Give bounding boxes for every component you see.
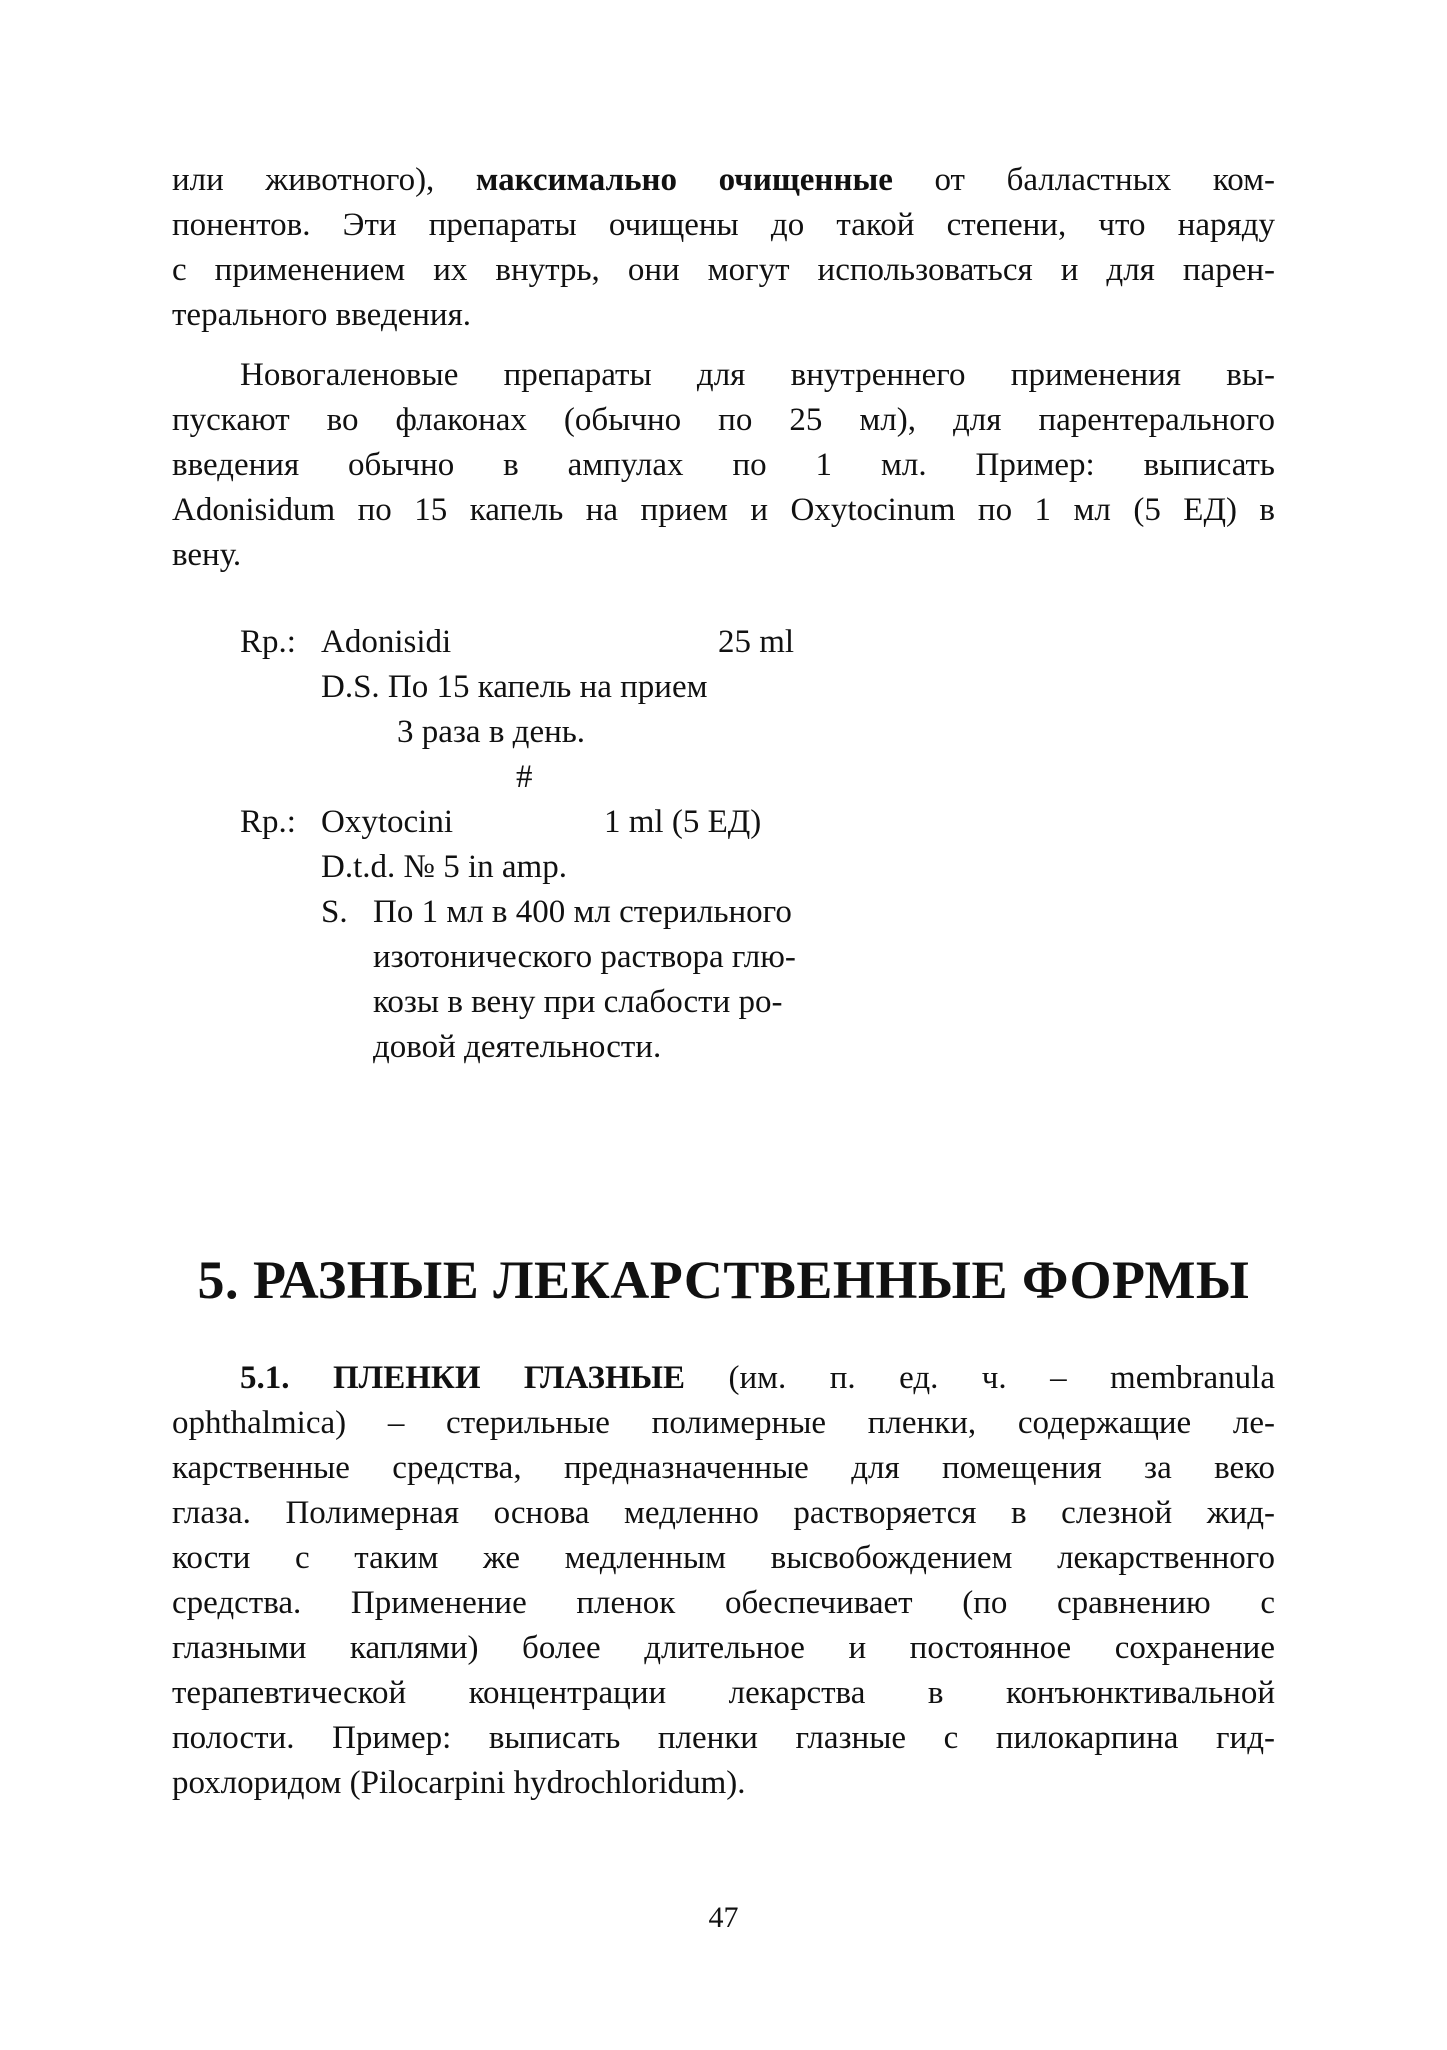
recipe-2-signa-1: По 1 мл в 400 мл стерильного: [373, 894, 792, 930]
para2-line-4: Adonisidum по 15 капель на прием и Oxytocinum по 1 мл (5 ЕД) в: [172, 492, 1275, 528]
page-number: 47: [708, 1901, 739, 1934]
recipe-separator: #: [516, 759, 533, 795]
para2-line-2: пускают во флаконах (обычно по 25 мл), для парентерального: [172, 402, 1275, 438]
recipe-2-signa-3: козы в вену при слабости ро-: [373, 984, 783, 1020]
recipe-2-rp: Rp.:: [240, 804, 296, 840]
para2-line-1: Новогаленовые препараты для внутреннего применения вы-: [240, 357, 1275, 393]
para3-line-1: [240, 1356, 1275, 1400]
recipe-1-drug: Adonisidi: [321, 624, 452, 660]
para1-line-3: с применением их внутрь, они могут использоваться и для парен-: [172, 252, 1275, 288]
para3-line-4: глаза. Полимерная основа медленно растворяется в слезной жид-: [172, 1495, 1275, 1531]
para2-line-5: вену.: [172, 537, 242, 573]
para3-line-5: кости с таким же медленным высвобождением лекарственного: [172, 1540, 1275, 1576]
para3-text: (им. п. ед. ч. – membranula: [685, 1360, 1275, 1396]
para3-line-7: глазными каплями) более длительное и постоянное сохранение: [172, 1630, 1275, 1666]
para3-line-10: рохлоридом (Pilocarpini hydrochloridum).: [172, 1765, 746, 1801]
para1-line-2: понентов. Эти препараты очищены до такой степени, что наряду: [172, 207, 1275, 243]
para1-line-4: терального введения.: [172, 297, 472, 333]
recipe-1-dose: 25 ml: [718, 624, 795, 660]
subsection-heading: 5.1. ПЛЕНКИ ГЛАЗНЫЕ: [240, 1360, 686, 1396]
para3-line-2: ophthalmica) – стерильные полимерные пленки, содержащие ле-: [172, 1405, 1275, 1441]
para3-line-3: карственные средства, предназначенные для помещения за веко: [172, 1450, 1275, 1486]
recipe-2-s-label: S.: [321, 894, 348, 930]
para3-line-9: полости. Пример: выписать пленки глазные с пилокарпина гид-: [172, 1720, 1275, 1756]
recipe-1-rp: Rp.:: [240, 624, 296, 660]
para1-text: от балластных ком-: [892, 162, 1275, 198]
recipe-1-signa-1: D.S. По 15 капель на прием: [321, 669, 708, 705]
recipe-2-drug: Oxytocini: [321, 804, 453, 840]
section-title: 5. РАЗНЫЕ ЛЕКАРСТВЕННЫЕ ФОРМЫ: [197, 1250, 1250, 1310]
recipe-2-dtd: D.t.d. № 5 in amp.: [321, 849, 567, 885]
para2-line-3: введения обычно в ампулах по 1 мл. Пример: выписать: [172, 447, 1275, 483]
para1-bold-term: максимально очищенные: [475, 162, 893, 198]
recipe-2-signa-4: довой деятельности.: [373, 1029, 662, 1065]
para3-line-6: средства. Применение пленок обеспечивает (по сравнению с: [172, 1585, 1275, 1621]
para1-text: или животного),: [172, 162, 476, 198]
para3-line-8: терапевтической концентрации лекарства в конъюнктивальной: [172, 1675, 1275, 1711]
para1-line-1: [172, 158, 1275, 202]
recipe-2-signa-2: изотонического раствора глю-: [373, 939, 796, 975]
recipe-2-dose: 1 ml (5 ЕД): [604, 804, 762, 840]
recipe-1-signa-2: 3 раза в день.: [397, 714, 586, 750]
